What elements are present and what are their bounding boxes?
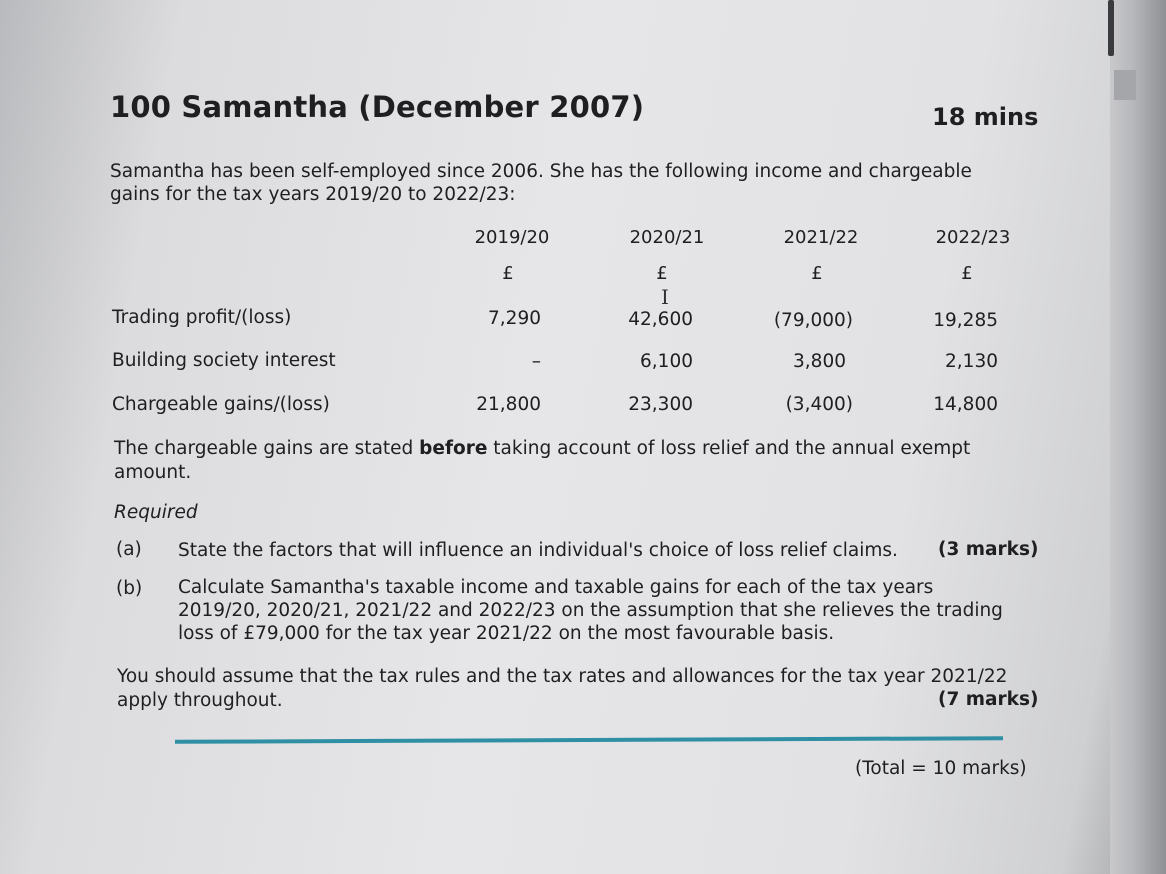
row-label-interest: Building society interest	[112, 350, 336, 371]
question-intro: Samantha has been self-employed since 2006. She has the following income and chargeable gains for the tax years 2019/20 to 2022/23:	[110, 161, 972, 205]
required-heading: Required	[114, 502, 198, 523]
table-cell: 2,130	[945, 351, 998, 372]
assumption-text: You should assume that the tax rules and the tax rates and allowances for the tax year 2021/22 apply throughout.	[117, 666, 1008, 711]
question-title: 100 Samantha (December 2007)	[110, 90, 645, 124]
table-cell: 23,300	[628, 394, 693, 415]
table-cell: 42,600	[628, 309, 693, 330]
currency-label: £	[656, 263, 668, 284]
divider-line	[175, 736, 1003, 744]
column-header-2019-20: 2019/20	[474, 227, 550, 248]
part-a-letter: (a)	[116, 539, 142, 560]
part-b-marks: (7 marks)	[938, 689, 1039, 710]
currency-label: £	[961, 263, 973, 284]
text-cursor-icon: I	[661, 285, 669, 309]
column-header-2022-23: 2022/23	[935, 227, 1011, 248]
column-header-2020-21: 2020/21	[629, 227, 705, 248]
table-cell: 19,285	[933, 310, 998, 331]
table-cell: 3,800	[793, 351, 846, 372]
table-cell: (3,400)	[785, 394, 853, 415]
row-label-gains: Chargeable gains/(loss)	[112, 394, 330, 415]
table-cell: 14,800	[933, 394, 998, 415]
time-allocation: 18 mins	[932, 103, 1039, 131]
column-header-2021-22: 2021/22	[783, 227, 859, 248]
part-a-marks: (3 marks)	[938, 539, 1039, 560]
table-cell: 21,800	[476, 394, 541, 415]
currency-label: £	[811, 263, 823, 284]
row-label-trading: Trading profit/(loss)	[112, 307, 292, 328]
table-cell: –	[531, 351, 541, 372]
part-b-letter: (b)	[116, 578, 143, 599]
table-cell: 6,100	[640, 351, 693, 372]
table-cell: (79,000)	[773, 310, 853, 331]
part-a-text: State the factors that will influence an individual's choice of loss relief claims.	[178, 540, 898, 561]
screen-edge	[1110, 0, 1166, 874]
gains-note: The chargeable gains are stated before taking account of loss relief and the annual exempt amount.	[114, 438, 971, 483]
emphasis-before: before	[419, 438, 488, 459]
table-cell: 7,290	[488, 308, 541, 329]
part-b-text: Calculate Samantha's taxable income and taxable gains for each of the tax years 2019/20, 2020/21, 2021/22 and 2022/23 on the assumption that she relieves the trading loss of £79,000 for the tax year 2021/22 on the most favourable basis.	[178, 577, 1003, 644]
currency-label: £	[502, 263, 514, 284]
scrollbar-track-marker	[1114, 70, 1136, 100]
total-marks: (Total = 10 marks)	[855, 758, 1027, 779]
